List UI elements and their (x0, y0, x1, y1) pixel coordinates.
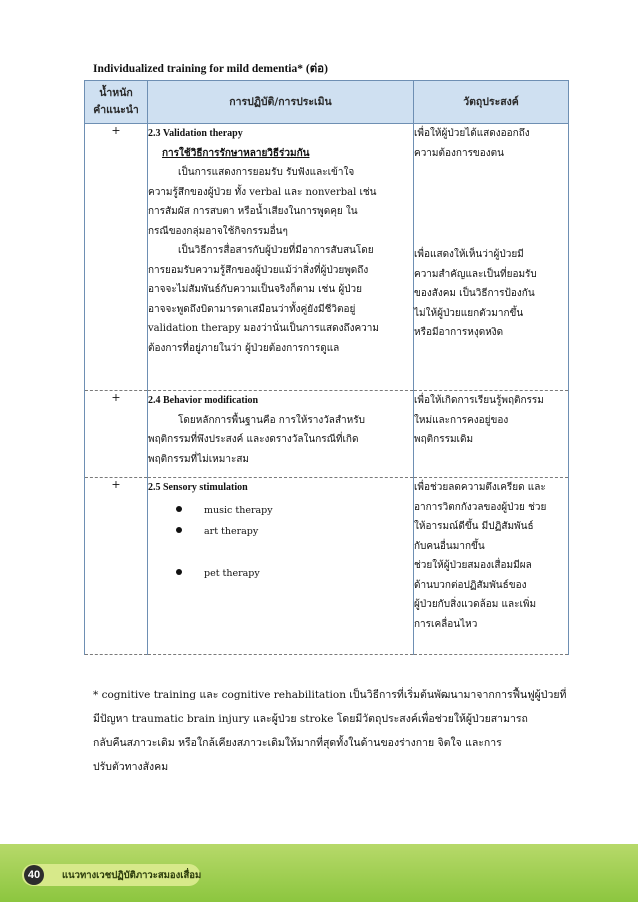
list-item (176, 521, 413, 542)
therapy-list (148, 500, 413, 584)
header-weight (85, 81, 148, 124)
practice-cell (148, 391, 414, 478)
text-line: ความรู้สึกของผู้ป่วย ทั้ง verbal และ nonverbal เช่น (148, 186, 377, 198)
text-line: ความสำคัญและเป็นที่ยอมรับ (414, 268, 537, 280)
text-line: ด้านบวกต่อปฏิสัมพันธ์ของ (414, 579, 527, 591)
text-line: กับคนอื่นมากขึ้น (414, 540, 485, 552)
header-practice: การปฏิบัติ/การประเมิน (148, 81, 414, 124)
text-line: ใหม่และการคงอยู่ของ (414, 414, 509, 426)
text-line: validation therapy มองว่านั่นเป็นการแสดงถึงความ (148, 323, 379, 334)
purpose-cell (414, 478, 569, 655)
text-line: การยอมรับความรู้สึกของผู้ป่วยแม้ว่าสิ่งที่ผู้ป่วยพูดถึง (148, 264, 369, 276)
subheading: การใช้วิธีการรักษาหลายวิธีร่วมกัน (162, 147, 310, 159)
practice-cell (148, 478, 414, 655)
header-purpose: วัตถุประสงค์ (414, 81, 569, 124)
text-line: หรือมีอาการหงุดหงิด (414, 327, 504, 338)
bullet-icon (176, 506, 182, 512)
bullet-icon (176, 569, 182, 575)
text-line: ให้อารมณ์ดีขึ้น มีปฏิสัมพันธ์ (414, 521, 534, 532)
table-row (85, 478, 569, 655)
text-line: เพื่อแสดงให้เห็นว่าผู้ป่วยมี (414, 249, 524, 260)
header-weight-line1: น้ำหนัก (99, 87, 133, 99)
section-heading: 2.4 Behavior modification (148, 395, 259, 406)
text-line: ต้องการที่อยู่ภายในว่า ผู้ป่วยต้องการการดูแล (148, 342, 340, 354)
text-line: เพื่อให้เกิดการเรียนรู้พฤติกรรม (414, 395, 544, 406)
footnote-line: กลับคืนสภาวะเดิม หรือใกล้เคียงสภาวะเดิมให้มากที่สุดทั้งในด้านของร่างกาย จิตใจ และการ (93, 737, 502, 749)
purpose-cell (414, 124, 569, 391)
bullet-icon (176, 527, 182, 533)
page-number: 40 (24, 865, 44, 885)
footnote-line: มีปัญหา traumatic brain injury และผู้ป่วย stroke โดยมีวัตถุประสงค์เพื่อช่วยให้ผู้ป่วยสามารถ (93, 713, 528, 725)
recommendation-cell: + (85, 391, 148, 478)
section-heading: 2.5 Sensory stimulation (148, 482, 248, 493)
section-heading: 2.3 Validation therapy (148, 128, 243, 139)
page-title: Individualized training for mild dementia* (ต่อ) (93, 63, 328, 75)
footnote-line: * cognitive training และ cognitive rehabilitation เป็นวิธีการที่เริ่มต้นพัฒนามาจากการฟื้นฟูผู้ป่วยที่ (93, 689, 567, 701)
text-line: เป็นการแสดงการยอมรับ รับฟังและเข้าใจ (178, 167, 355, 178)
text-line: กรณีของกลุ่มอาจใช้กิจกรรมอื่นๆ (148, 225, 288, 237)
text-line: อาการวิตกกังวลของผู้ป่วย ช่วย (414, 501, 547, 513)
recommendation-cell: + (85, 124, 148, 391)
text-line: ไม่ให้ผู้ป่วยแยกตัวมากขึ้น (414, 307, 524, 319)
footer-title: แนวทางเวชปฏิบัติภาวะสมองเสื่อม (62, 870, 202, 881)
text-line: พฤติกรรมที่ไม่เหมาะสม (148, 453, 250, 465)
header-weight-line2: คำแนะนำ (93, 104, 139, 116)
text-line: เป็นวิธีการสื่อสารกับผู้ป่วยที่มีอาการสับสนโดย (178, 245, 374, 256)
text-line: พฤติกรรมที่พึงประสงค์ และงดรางวัลในกรณีที่เกิด (148, 434, 359, 445)
text-line: เพื่อช่วยลดความตึงเครียด และ (414, 482, 546, 493)
footnote (93, 683, 573, 779)
footnote-line: ปรับตัวทางสังคม (93, 761, 169, 773)
text-line: ความต้องการของตน (414, 147, 504, 159)
table-row (85, 124, 569, 391)
text-line: ของสังคม เป็นวิธีการป้องกัน (414, 288, 535, 299)
text-line: เพื่อให้ผู้ป่วยได้แสดงออกถึง (414, 128, 530, 139)
list-item-label: art therapy (204, 525, 259, 537)
list-item (176, 563, 413, 584)
training-table (84, 80, 569, 655)
list-item (176, 500, 413, 521)
text-line: ช่วยให้ผู้ป่วยสมองเสื่อมมีผล (414, 560, 532, 571)
table-header-row (85, 81, 569, 124)
list-item-label: music therapy (204, 504, 273, 516)
text-line: ผู้ป่วยกับสิ่งแวดล้อม และเพิ่ม (414, 599, 537, 610)
text-line: อาจจะพูดถึงบิดามารดาเสมือนว่าทั้งคู่ยังมีชีวิตอยู่ (148, 303, 356, 315)
text-line: อาจจะไม่สัมพันธ์กับความเป็นจริงก็ตาม เช่น ผู้ป่วย (148, 284, 363, 295)
practice-cell (148, 124, 414, 391)
table-row (85, 391, 569, 478)
list-item-label: pet therapy (204, 567, 260, 579)
text-line: พฤติกรรมเดิม (414, 434, 474, 445)
text-line: โดยหลักการพื้นฐานคือ การให้รางวัลสำหรับ (178, 414, 365, 426)
text-line: การสัมผัส การสบตา หรือน้ำเสียงในการพูดคุย ใน (148, 206, 358, 217)
text-line: การเคลื่อนไหว (414, 618, 478, 630)
recommendation-cell: + (85, 478, 148, 655)
purpose-cell (414, 391, 569, 478)
